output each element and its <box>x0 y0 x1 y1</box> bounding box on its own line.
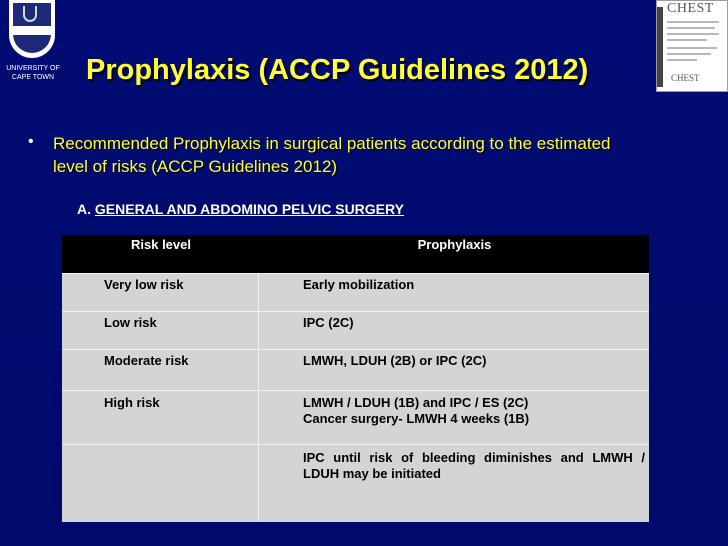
header-prophylaxis: Prophylaxis <box>417 237 492 252</box>
thumbnail-line <box>667 53 711 55</box>
section-heading <box>77 201 404 217</box>
thumbnail-line <box>667 33 719 35</box>
risk-cell: Very low risk <box>104 277 184 292</box>
prophylaxis-cell <box>303 395 645 427</box>
logo-text-line1: UNIVERSITY OF <box>6 65 60 72</box>
table-row <box>62 390 649 444</box>
thumbnail-line <box>667 27 715 29</box>
header-risk-level: Risk level <box>131 237 191 252</box>
table-row <box>62 444 649 522</box>
section-prefix: A. <box>77 201 91 217</box>
section-title: GENERAL AND ABDOMINO PELVIC SURGERY <box>94 201 404 217</box>
logo-text-line2: CAPE TOWN <box>11 74 55 81</box>
prophylaxis-line: LMWH / LDUH (1B) and IPC / ES (2C) <box>303 395 529 410</box>
slide-title: Prophylaxis (ACCP Guidelines 2012) <box>86 54 589 86</box>
logo-text <box>2 64 64 82</box>
prophylaxis-cell: LMWH, LDUH (2B) or IPC (2C) <box>303 353 487 368</box>
thumbnail-line <box>667 47 717 49</box>
journal-brand: CHEST <box>667 1 714 16</box>
prophylaxis-line: Cancer surgery- LMWH 4 weeks (1B) <box>303 411 530 426</box>
prophylaxis-cell: IPC (2C) <box>303 315 354 330</box>
bullet-text-line2: level of risks (ACCP Guidelines 2012) <box>53 157 338 176</box>
thumbnail-strip <box>657 7 663 87</box>
table-row <box>62 311 649 349</box>
risk-cell: High risk <box>104 395 160 410</box>
table-header <box>62 235 649 273</box>
university-crest-icon <box>9 0 55 58</box>
prophylaxis-table <box>62 235 649 522</box>
bullet-text <box>53 132 673 178</box>
journal-footer: CHEST <box>671 73 700 83</box>
bullet-text-line1: Recommended Prophylaxis in surgical patients according to the estimated <box>53 134 611 153</box>
table-row <box>62 273 649 311</box>
prophylaxis-cell <box>303 450 645 482</box>
thumbnail-line <box>667 21 719 23</box>
prophylaxis-line: IPC until risk of bleeding diminishes and LMWH / <box>303 450 645 465</box>
prophylaxis-line: LDUH may be initiated <box>303 466 441 481</box>
prophylaxis-cell: Early mobilization <box>303 277 415 292</box>
thumbnail-line <box>667 59 697 61</box>
bullet-marker: • <box>28 133 34 150</box>
risk-cell: Moderate risk <box>104 353 189 368</box>
table-row <box>62 349 649 390</box>
risk-cell: Low risk <box>104 315 157 330</box>
university-logo <box>2 0 62 88</box>
thumbnail-line <box>667 39 707 41</box>
journal-thumbnail <box>656 0 728 92</box>
